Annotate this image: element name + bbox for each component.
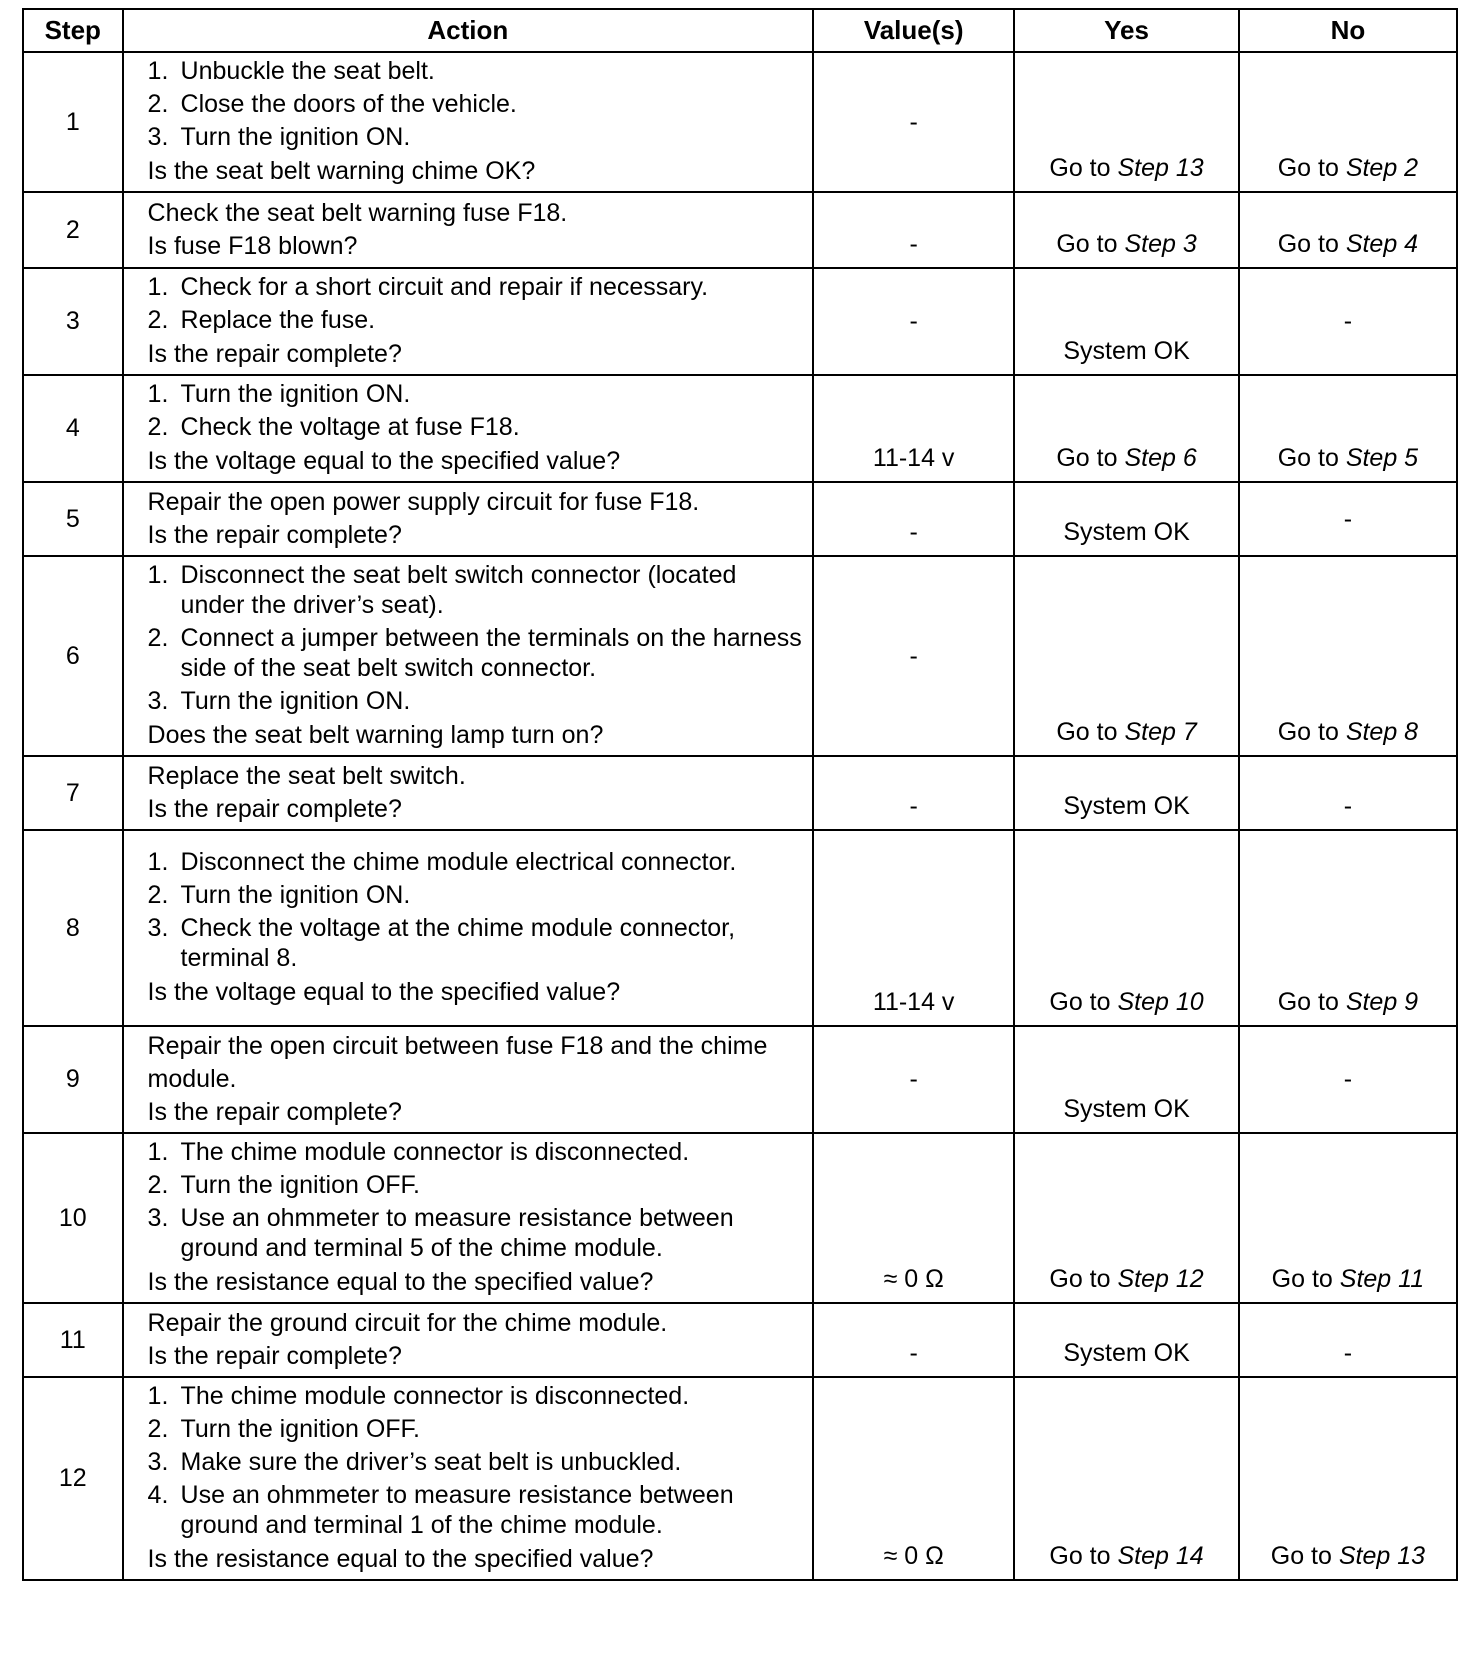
item-number: 2. xyxy=(147,90,169,118)
no-goto-step: Step 4 xyxy=(1345,230,1419,258)
yes-cell xyxy=(1014,268,1239,375)
table-row xyxy=(23,268,1457,375)
no-result: - xyxy=(1343,1065,1353,1093)
table-row xyxy=(23,1303,1457,1377)
yes-cell xyxy=(1014,556,1239,756)
yes-goto-prefix: Go to xyxy=(1049,1542,1111,1570)
action-step-item xyxy=(148,1137,807,1167)
header-action: Action xyxy=(123,9,814,52)
item-number: 3. xyxy=(147,1448,169,1476)
value-cell: - xyxy=(813,1303,1014,1377)
header-yes: Yes xyxy=(1014,9,1239,52)
action-line: Is the repair complete? xyxy=(147,521,402,549)
table-row xyxy=(23,482,1457,556)
action-line: Repair the ground circuit for the chime module. xyxy=(147,1309,668,1337)
item-text: Close the doors of the vehicle. xyxy=(180,90,517,118)
no-cell xyxy=(1239,756,1457,830)
action-step-item xyxy=(148,1447,807,1477)
value-cell: - xyxy=(813,52,1014,192)
table-row xyxy=(23,1026,1457,1133)
step-number: 12 xyxy=(23,1377,123,1580)
action-question: Is the resistance equal to the specified value? xyxy=(147,1545,654,1573)
action-step-item xyxy=(148,913,807,973)
no-result: - xyxy=(1343,792,1353,820)
diagnostic-table xyxy=(22,8,1458,1581)
action-step-item xyxy=(148,623,807,683)
yes-goto-prefix: Go to xyxy=(1049,154,1111,182)
item-text: Turn the ignition ON. xyxy=(180,687,411,715)
action-step-item xyxy=(148,1170,807,1200)
yes-result: System OK xyxy=(1063,337,1190,365)
action-step-item xyxy=(148,379,807,409)
action-cell xyxy=(123,52,814,192)
item-text: The chime module connector is disconnected. xyxy=(180,1138,690,1166)
no-goto-prefix: Go to xyxy=(1277,230,1339,258)
no-cell xyxy=(1239,1026,1457,1133)
action-line: Check the seat belt warning fuse F18. xyxy=(147,199,568,227)
no-cell xyxy=(1239,1133,1457,1303)
yes-result: System OK xyxy=(1063,1339,1190,1367)
action-cell xyxy=(123,482,814,556)
action-step-item xyxy=(148,686,807,716)
yes-goto-prefix: Go to xyxy=(1056,230,1118,258)
step-number: 10 xyxy=(23,1133,123,1303)
yes-cell xyxy=(1014,375,1239,482)
yes-result: System OK xyxy=(1063,792,1190,820)
action-question: Does the seat belt warning lamp turn on? xyxy=(147,721,604,749)
action-question: Is the voltage equal to the specified value? xyxy=(147,978,621,1006)
yes-goto-step: Step 13 xyxy=(1117,154,1204,182)
action-step-item xyxy=(148,305,807,335)
item-text: Replace the fuse. xyxy=(180,306,376,334)
item-text: Turn the ignition OFF. xyxy=(180,1415,420,1443)
table-row xyxy=(23,1377,1457,1580)
no-goto-prefix: Go to xyxy=(1271,1265,1333,1293)
action-cell xyxy=(123,375,814,482)
header-step: Step xyxy=(23,9,123,52)
no-cell xyxy=(1239,375,1457,482)
step-number: 1 xyxy=(23,52,123,192)
item-text: Unbuckle the seat belt. xyxy=(180,57,435,85)
item-number: 2. xyxy=(147,1171,169,1199)
yes-cell xyxy=(1014,1133,1239,1303)
yes-goto-step: Step 10 xyxy=(1117,988,1204,1016)
action-cell xyxy=(123,268,814,375)
item-number: 1. xyxy=(147,848,169,876)
action-step-item xyxy=(148,56,807,86)
yes-goto-step: Step 3 xyxy=(1124,230,1197,258)
action-step-item xyxy=(148,89,807,119)
value-cell: - xyxy=(813,756,1014,830)
item-text: Use an ohmmeter to measure resistance between ground and terminal 1 of the chime module. xyxy=(180,1481,734,1539)
action-step-item xyxy=(148,1414,807,1444)
action-line: Repair the open power supply circuit for fuse F18. xyxy=(147,488,700,516)
step-number: 11 xyxy=(23,1303,123,1377)
action-cell xyxy=(123,1303,814,1377)
step-number: 6 xyxy=(23,556,123,756)
action-step-item xyxy=(148,1203,807,1263)
item-number: 1. xyxy=(147,1382,169,1410)
action-cell xyxy=(123,192,814,268)
no-goto-step: Step 5 xyxy=(1345,444,1419,472)
action-cell xyxy=(123,756,814,830)
value-cell: ≈ 0 Ω xyxy=(813,1133,1014,1303)
item-number: 3. xyxy=(147,914,169,942)
item-number: 2. xyxy=(147,624,169,652)
action-step-item xyxy=(148,880,807,910)
table-row xyxy=(23,830,1457,1026)
no-result: - xyxy=(1343,504,1353,533)
table-row xyxy=(23,192,1457,268)
item-number: 2. xyxy=(147,881,169,909)
value-cell: 11-14 v xyxy=(813,830,1014,1026)
item-number: 3. xyxy=(147,123,169,151)
step-number: 2 xyxy=(23,192,123,268)
yes-goto-prefix: Go to xyxy=(1056,444,1118,472)
value-cell: - xyxy=(813,268,1014,375)
yes-goto-prefix: Go to xyxy=(1049,988,1111,1016)
item-number: 2. xyxy=(147,306,169,334)
table-row xyxy=(23,52,1457,192)
no-goto-step: Step 2 xyxy=(1345,154,1419,182)
action-step-item xyxy=(148,1480,807,1540)
step-number: 5 xyxy=(23,482,123,556)
header-no: No xyxy=(1239,9,1457,52)
yes-cell xyxy=(1014,756,1239,830)
step-number: 4 xyxy=(23,375,123,482)
item-text: Turn the ignition ON. xyxy=(180,123,411,151)
step-number: 7 xyxy=(23,756,123,830)
yes-cell xyxy=(1014,1303,1239,1377)
no-result: - xyxy=(1343,1339,1353,1367)
action-step-item xyxy=(148,1381,807,1411)
yes-cell xyxy=(1014,1026,1239,1133)
item-number: 3. xyxy=(147,687,169,715)
action-line: Replace the seat belt switch. xyxy=(147,762,466,790)
action-step-item xyxy=(148,122,807,152)
item-text: Connect a jumper between the terminals on the harness side of the seat belt switch connector. xyxy=(180,624,802,682)
item-text: The chime module connector is disconnected. xyxy=(180,1382,690,1410)
action-line: Repair the open circuit between fuse F18 and the chime module. xyxy=(147,1032,768,1093)
header-row xyxy=(23,9,1457,52)
item-text: Check the voltage at fuse F18. xyxy=(180,413,520,441)
no-cell xyxy=(1239,556,1457,756)
action-step-item xyxy=(148,847,807,877)
value-cell: - xyxy=(813,482,1014,556)
no-cell xyxy=(1239,192,1457,268)
yes-cell xyxy=(1014,192,1239,268)
action-line: Is fuse F18 blown? xyxy=(147,232,358,260)
value-cell: 11-14 v xyxy=(813,375,1014,482)
value-cell: - xyxy=(813,1026,1014,1133)
no-goto-step: Step 13 xyxy=(1338,1542,1426,1570)
action-line: Is the repair complete? xyxy=(147,795,402,823)
yes-goto-step: Step 14 xyxy=(1117,1542,1204,1570)
yes-goto-step: Step 12 xyxy=(1117,1265,1204,1293)
no-goto-step: Step 11 xyxy=(1339,1265,1425,1293)
item-text: Turn the ignition OFF. xyxy=(180,1171,420,1199)
table-row xyxy=(23,375,1457,482)
item-text: Turn the ignition ON. xyxy=(180,380,411,408)
item-number: 1. xyxy=(147,273,169,301)
yes-goto-prefix: Go to xyxy=(1049,1265,1111,1293)
item-text: Make sure the driver’s seat belt is unbuckled. xyxy=(180,1448,682,1476)
action-cell xyxy=(123,556,814,756)
item-text: Disconnect the seat belt switch connector (located under the driver’s seat). xyxy=(180,561,737,619)
no-goto-step: Step 9 xyxy=(1345,988,1419,1016)
item-text: Use an ohmmeter to measure resistance between ground and terminal 5 of the chime module. xyxy=(180,1204,734,1262)
no-cell xyxy=(1239,268,1457,375)
yes-result: System OK xyxy=(1063,518,1190,546)
yes-cell xyxy=(1014,830,1239,1026)
no-cell xyxy=(1239,1303,1457,1377)
header-values: Value(s) xyxy=(813,9,1014,52)
item-number: 1. xyxy=(147,1138,169,1166)
action-line: Is the repair complete? xyxy=(147,1342,402,1370)
action-question: Is the resistance equal to the specified value? xyxy=(147,1268,654,1296)
no-cell xyxy=(1239,1377,1457,1580)
step-number: 3 xyxy=(23,268,123,375)
value-cell: ≈ 0 Ω xyxy=(813,1377,1014,1580)
item-text: Disconnect the chime module electrical connector. xyxy=(180,848,737,876)
table-row xyxy=(23,556,1457,756)
yes-goto-step: Step 6 xyxy=(1124,444,1197,472)
no-result: - xyxy=(1343,307,1353,335)
action-step-item xyxy=(148,272,807,302)
action-question: Is the repair complete? xyxy=(147,340,402,368)
item-number: 2. xyxy=(147,1415,169,1443)
action-cell xyxy=(123,830,814,1026)
yes-goto-step: Step 7 xyxy=(1124,718,1197,746)
item-text: Check for a short circuit and repair if necessary. xyxy=(180,273,709,301)
table-row xyxy=(23,1133,1457,1303)
item-number: 1. xyxy=(147,57,169,85)
yes-cell xyxy=(1014,52,1239,192)
yes-cell xyxy=(1014,482,1239,556)
no-goto-prefix: Go to xyxy=(1277,988,1339,1016)
item-text: Check the voltage at the chime module connector, terminal 8. xyxy=(180,914,736,972)
yes-goto-prefix: Go to xyxy=(1056,718,1118,746)
item-number: 1. xyxy=(147,380,169,408)
no-goto-prefix: Go to xyxy=(1277,154,1339,182)
no-goto-prefix: Go to xyxy=(1277,718,1339,746)
yes-result: System OK xyxy=(1063,1095,1190,1123)
no-goto-step: Step 8 xyxy=(1345,718,1419,746)
action-question: Is the seat belt warning chime OK? xyxy=(147,157,536,185)
action-cell xyxy=(123,1133,814,1303)
item-number: 3. xyxy=(147,1204,169,1232)
item-number: 4. xyxy=(147,1481,169,1509)
no-cell xyxy=(1239,52,1457,192)
action-question: Is the voltage equal to the specified value? xyxy=(147,447,621,475)
step-number: 9 xyxy=(23,1026,123,1133)
value-cell: - xyxy=(813,556,1014,756)
item-number: 1. xyxy=(147,561,169,589)
no-goto-prefix: Go to xyxy=(1270,1542,1332,1570)
no-cell xyxy=(1239,830,1457,1026)
action-cell xyxy=(123,1026,814,1133)
table-row xyxy=(23,756,1457,830)
no-cell xyxy=(1239,482,1457,556)
yes-cell xyxy=(1014,1377,1239,1580)
no-goto-prefix: Go to xyxy=(1277,444,1339,472)
action-cell xyxy=(123,1377,814,1580)
item-number: 2. xyxy=(147,413,169,441)
step-number: 8 xyxy=(23,830,123,1026)
action-step-item xyxy=(148,412,807,442)
item-text: Turn the ignition ON. xyxy=(180,881,411,909)
value-cell: - xyxy=(813,192,1014,268)
action-line: Is the repair complete? xyxy=(147,1098,402,1126)
action-step-item xyxy=(148,560,807,620)
